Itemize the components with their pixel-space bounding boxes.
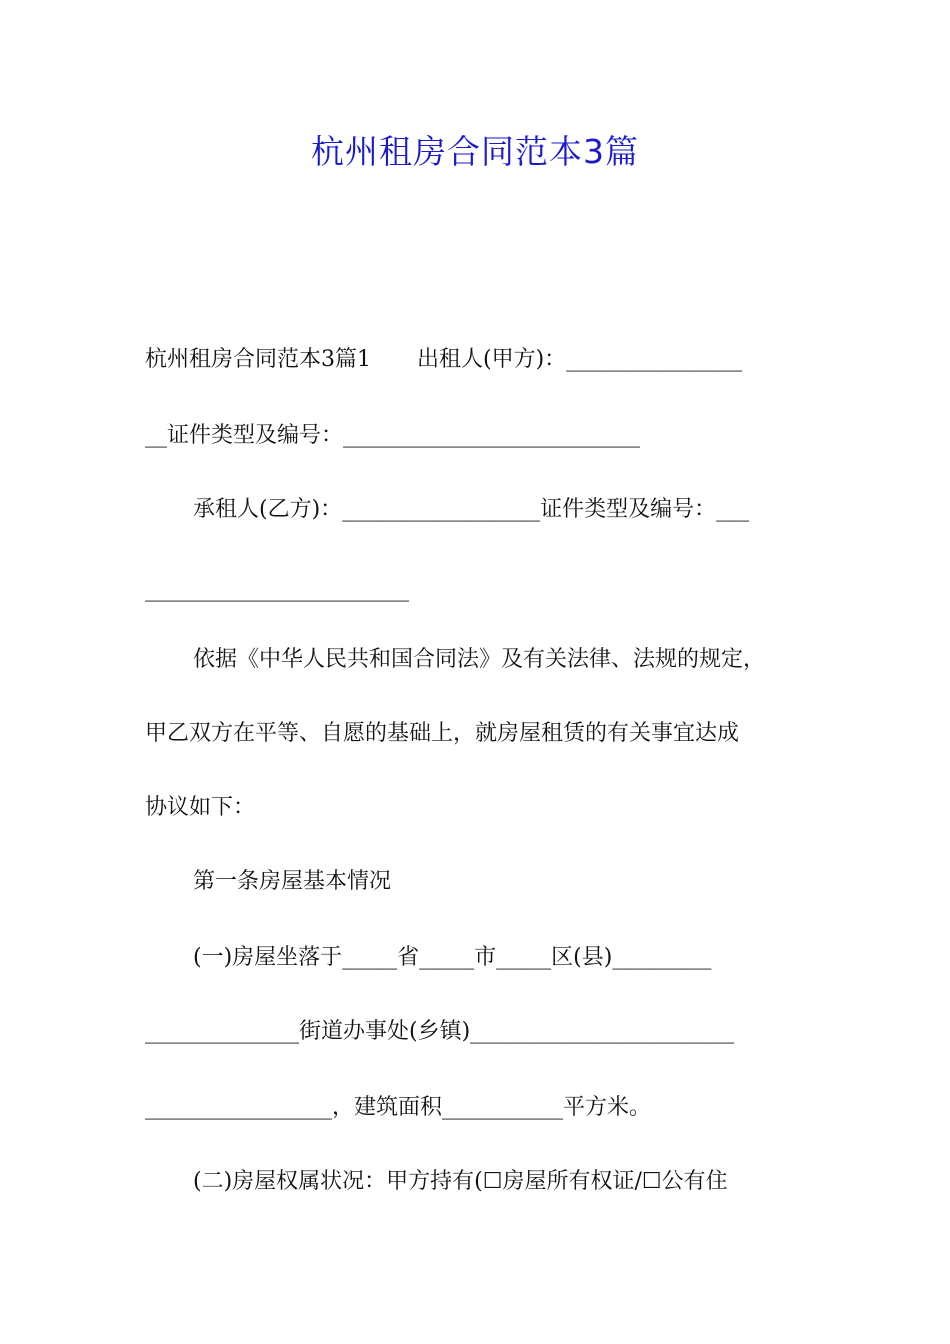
basis-paragraph-line-3: 协议如下： bbox=[145, 795, 256, 820]
lessor-field: 出租人(甲方)：________________ bbox=[417, 347, 743, 372]
lessee-id-blank-line: ________________________ bbox=[145, 577, 409, 602]
location-line-1: (一)房屋坐落于_____省_____市_____区(县)_________ bbox=[193, 945, 712, 970]
section-heading: 杭州租房合同范本3篇1 bbox=[145, 347, 371, 372]
basis-paragraph-line-2: 甲乙双方在平等、自愿的基础上，就房屋租赁的有关事宜达成 bbox=[145, 721, 740, 746]
lessor-id-line: __证件类型及编号：___________________________ bbox=[145, 423, 641, 448]
ownership-line: (二)房屋权属状况：甲方持有(☐房屋所有权证/☐公有住 bbox=[193, 1169, 728, 1194]
location-line-2: ______________街道办事处(乡镇)________________________ bbox=[145, 1019, 735, 1044]
lessee-line: 承租人(乙方)：__________________证件类型及编号：___ bbox=[193, 497, 750, 522]
article-one-heading: 第一条房屋基本情况 bbox=[193, 869, 392, 894]
basis-paragraph-line-1: 依据《中华人民共和国合同法》及有关法律、法规的规定， bbox=[193, 647, 766, 672]
area-line: _________________，建筑面积___________平方米。 bbox=[145, 1095, 652, 1120]
paragraph-line-heading-and-lessor bbox=[145, 340, 810, 380]
document-title: 杭州租房合同范本3篇 bbox=[311, 132, 639, 171]
